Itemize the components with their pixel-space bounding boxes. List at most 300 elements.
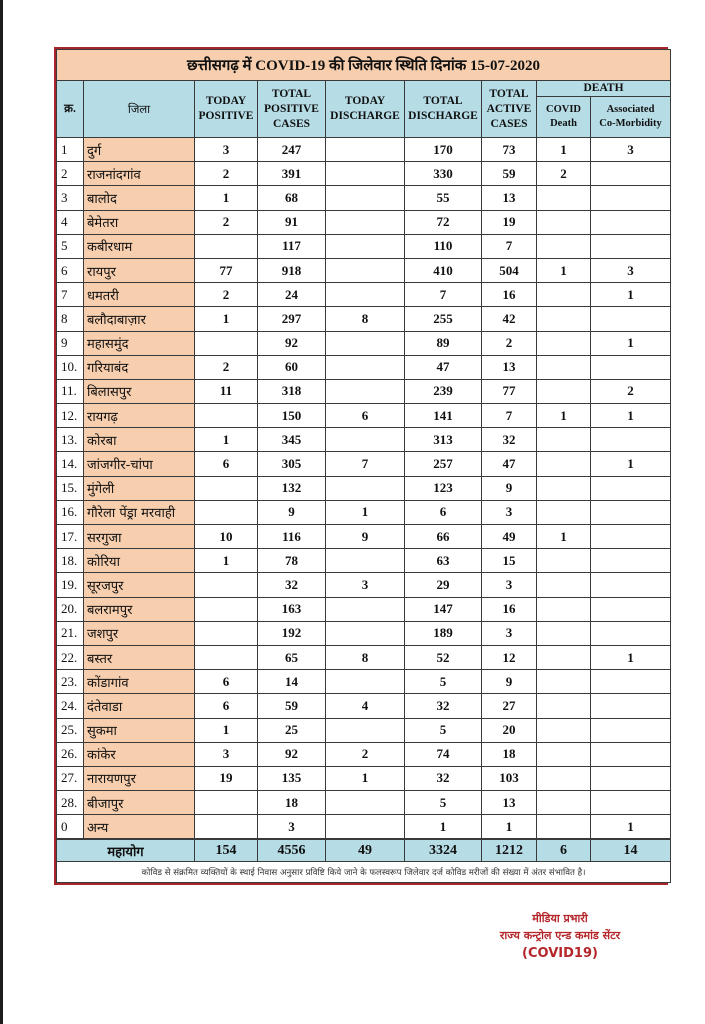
row-today-positive bbox=[195, 476, 258, 500]
row-district: बलरामपुर bbox=[84, 597, 195, 621]
row-comorbidity bbox=[591, 597, 671, 621]
row-active: 47 bbox=[482, 452, 537, 476]
totals-total-discharge: 3324 bbox=[405, 839, 482, 862]
row-active: 77 bbox=[482, 379, 537, 403]
row-sr: 13. bbox=[57, 428, 84, 452]
row-sr: 0 bbox=[57, 815, 84, 840]
row-today-discharge: 7 bbox=[326, 452, 405, 476]
row-total-positive: 305 bbox=[258, 452, 326, 476]
row-comorbidity: 3 bbox=[591, 138, 671, 162]
row-comorbidity bbox=[591, 428, 671, 452]
row-today-positive: 1 bbox=[195, 718, 258, 742]
row-total-discharge: 29 bbox=[405, 573, 482, 597]
table-row bbox=[57, 718, 671, 742]
row-comorbidity bbox=[591, 694, 671, 718]
row-district: अन्य bbox=[84, 815, 195, 840]
row-today-positive: 3 bbox=[195, 138, 258, 162]
row-covid-death bbox=[537, 670, 591, 694]
row-active: 3 bbox=[482, 573, 537, 597]
row-covid-death bbox=[537, 331, 591, 355]
totals-comorbidity: 14 bbox=[591, 839, 671, 862]
row-sr: 14. bbox=[57, 452, 84, 476]
row-covid-death bbox=[537, 476, 591, 500]
row-today-positive bbox=[195, 234, 258, 258]
table-row bbox=[57, 621, 671, 645]
row-covid-death: 1 bbox=[537, 138, 591, 162]
row-active: 9 bbox=[482, 670, 537, 694]
row-total-discharge: 110 bbox=[405, 234, 482, 258]
row-district: बलौदाबाज़ार bbox=[84, 307, 195, 331]
row-comorbidity bbox=[591, 766, 671, 790]
row-covid-death bbox=[537, 452, 591, 476]
header-total-positive-l2: POSITIVE bbox=[264, 102, 319, 115]
row-total-discharge: 147 bbox=[405, 597, 482, 621]
row-covid-death bbox=[537, 379, 591, 403]
header-comorbidity-l2: Co-Morbidity bbox=[599, 118, 662, 129]
header-total-discharge-l1: TOTAL bbox=[423, 95, 463, 107]
row-today-discharge: 8 bbox=[326, 645, 405, 669]
row-comorbidity: 1 bbox=[591, 404, 671, 428]
row-active: 49 bbox=[482, 525, 537, 549]
row-active: 2 bbox=[482, 331, 537, 355]
table-row bbox=[57, 428, 671, 452]
row-today-discharge bbox=[326, 791, 405, 815]
row-total-positive: 150 bbox=[258, 404, 326, 428]
row-today-positive bbox=[195, 645, 258, 669]
row-total-discharge: 74 bbox=[405, 742, 482, 766]
row-active: 9 bbox=[482, 476, 537, 500]
row-total-positive: 163 bbox=[258, 597, 326, 621]
row-total-positive: 78 bbox=[258, 549, 326, 573]
row-sr: 24. bbox=[57, 694, 84, 718]
row-district: बेमेतरा bbox=[84, 210, 195, 234]
row-sr: 3 bbox=[57, 186, 84, 210]
row-today-positive bbox=[195, 500, 258, 524]
table-row bbox=[57, 645, 671, 669]
table-row bbox=[57, 500, 671, 524]
row-active: 20 bbox=[482, 718, 537, 742]
row-comorbidity bbox=[591, 500, 671, 524]
row-today-discharge: 4 bbox=[326, 694, 405, 718]
row-total-positive: 9 bbox=[258, 500, 326, 524]
row-active: 16 bbox=[482, 283, 537, 307]
row-covid-death bbox=[537, 234, 591, 258]
row-today-positive: 1 bbox=[195, 549, 258, 573]
row-total-discharge: 32 bbox=[405, 694, 482, 718]
row-total-positive: 297 bbox=[258, 307, 326, 331]
row-covid-death bbox=[537, 621, 591, 645]
row-covid-death bbox=[537, 742, 591, 766]
row-sr: 26. bbox=[57, 742, 84, 766]
row-today-discharge bbox=[326, 597, 405, 621]
row-district: सूरजपुर bbox=[84, 573, 195, 597]
row-active: 18 bbox=[482, 742, 537, 766]
row-sr: 28. bbox=[57, 791, 84, 815]
row-active: 13 bbox=[482, 355, 537, 379]
header-comorbidity bbox=[591, 97, 671, 138]
row-district: रायपुर bbox=[84, 258, 195, 282]
row-sr: 15. bbox=[57, 476, 84, 500]
row-comorbidity bbox=[591, 307, 671, 331]
row-comorbidity: 1 bbox=[591, 815, 671, 840]
table-body bbox=[57, 138, 671, 840]
row-today-discharge bbox=[326, 210, 405, 234]
row-comorbidity bbox=[591, 476, 671, 500]
row-total-positive: 65 bbox=[258, 645, 326, 669]
row-today-discharge: 9 bbox=[326, 525, 405, 549]
row-comorbidity bbox=[591, 670, 671, 694]
header-covid-death bbox=[537, 97, 591, 138]
row-active: 15 bbox=[482, 549, 537, 573]
row-district: गौरेला पेंड्रा मरवाही bbox=[84, 500, 195, 524]
row-sr: 1 bbox=[57, 138, 84, 162]
row-today-discharge bbox=[326, 186, 405, 210]
row-district: बस्तर bbox=[84, 645, 195, 669]
row-total-positive: 60 bbox=[258, 355, 326, 379]
row-total-discharge: 5 bbox=[405, 670, 482, 694]
header-total-active bbox=[482, 81, 537, 138]
row-active: 1 bbox=[482, 815, 537, 840]
row-sr: 4 bbox=[57, 210, 84, 234]
header-total-active-l1: TOTAL bbox=[489, 87, 529, 100]
row-total-positive: 18 bbox=[258, 791, 326, 815]
row-total-positive: 25 bbox=[258, 718, 326, 742]
signature-covid-tag: (COVID19) bbox=[522, 946, 598, 961]
row-today-positive bbox=[195, 621, 258, 645]
row-today-positive: 10 bbox=[195, 525, 258, 549]
row-today-positive bbox=[195, 815, 258, 840]
table-row bbox=[57, 694, 671, 718]
row-total-discharge: 189 bbox=[405, 621, 482, 645]
row-total-positive: 117 bbox=[258, 234, 326, 258]
table-row bbox=[57, 815, 671, 840]
row-covid-death bbox=[537, 355, 591, 379]
row-today-discharge bbox=[326, 549, 405, 573]
row-covid-death bbox=[537, 573, 591, 597]
row-total-discharge: 1 bbox=[405, 815, 482, 840]
row-covid-death bbox=[537, 766, 591, 790]
row-today-positive: 6 bbox=[195, 670, 258, 694]
table-row bbox=[57, 234, 671, 258]
row-comorbidity bbox=[591, 573, 671, 597]
header-total-positive-l3: CASES bbox=[272, 117, 311, 130]
row-covid-death bbox=[537, 186, 591, 210]
totals-active: 1212 bbox=[482, 839, 537, 862]
row-active: 504 bbox=[482, 258, 537, 282]
row-district: रायगढ़ bbox=[84, 404, 195, 428]
row-total-discharge: 5 bbox=[405, 791, 482, 815]
table-row bbox=[57, 379, 671, 403]
row-total-positive: 318 bbox=[258, 379, 326, 403]
row-covid-death bbox=[537, 694, 591, 718]
row-comorbidity bbox=[591, 718, 671, 742]
header-total-discharge-l2: DISCHARGE bbox=[408, 110, 478, 122]
row-active: 16 bbox=[482, 597, 537, 621]
row-total-positive: 91 bbox=[258, 210, 326, 234]
row-today-discharge bbox=[326, 476, 405, 500]
row-covid-death bbox=[537, 428, 591, 452]
row-district: कबीरधाम bbox=[84, 234, 195, 258]
table-row bbox=[57, 307, 671, 331]
row-total-discharge: 123 bbox=[405, 476, 482, 500]
row-today-discharge bbox=[326, 138, 405, 162]
row-today-discharge: 3 bbox=[326, 573, 405, 597]
row-sr: 2 bbox=[57, 162, 84, 186]
row-total-discharge: 32 bbox=[405, 766, 482, 790]
row-covid-death: 1 bbox=[537, 404, 591, 428]
table-row bbox=[57, 210, 671, 234]
row-district: महासमुंद bbox=[84, 331, 195, 355]
table-row bbox=[57, 766, 671, 790]
table-row bbox=[57, 162, 671, 186]
row-today-discharge bbox=[326, 331, 405, 355]
row-sr: 12. bbox=[57, 404, 84, 428]
row-total-discharge: 410 bbox=[405, 258, 482, 282]
row-today-discharge: 6 bbox=[326, 404, 405, 428]
row-active: 7 bbox=[482, 234, 537, 258]
row-active: 19 bbox=[482, 210, 537, 234]
row-comorbidity: 1 bbox=[591, 331, 671, 355]
header-total-positive bbox=[258, 81, 326, 138]
row-today-positive: 1 bbox=[195, 186, 258, 210]
table-row bbox=[57, 404, 671, 428]
row-today-positive: 2 bbox=[195, 162, 258, 186]
row-today-positive: 19 bbox=[195, 766, 258, 790]
row-covid-death bbox=[537, 791, 591, 815]
row-sr: 16. bbox=[57, 500, 84, 524]
row-today-discharge bbox=[326, 718, 405, 742]
row-district: कांकेर bbox=[84, 742, 195, 766]
row-today-discharge bbox=[326, 355, 405, 379]
table-row bbox=[57, 573, 671, 597]
row-comorbidity bbox=[591, 355, 671, 379]
totals-today-positive: 154 bbox=[195, 839, 258, 862]
row-covid-death bbox=[537, 283, 591, 307]
row-covid-death: 1 bbox=[537, 258, 591, 282]
row-total-discharge: 89 bbox=[405, 331, 482, 355]
row-comorbidity: 3 bbox=[591, 258, 671, 282]
table-row bbox=[57, 670, 671, 694]
district-status-table bbox=[56, 49, 671, 883]
row-district: कोरबा bbox=[84, 428, 195, 452]
row-sr: 8 bbox=[57, 307, 84, 331]
row-district: बीजापुर bbox=[84, 791, 195, 815]
row-total-positive: 59 bbox=[258, 694, 326, 718]
row-total-discharge: 66 bbox=[405, 525, 482, 549]
table-row bbox=[57, 186, 671, 210]
row-covid-death bbox=[537, 815, 591, 840]
row-today-discharge bbox=[326, 258, 405, 282]
row-comorbidity bbox=[591, 549, 671, 573]
signature-organization: राज्य कन्ट्रोल एन्ड कमांड सेंटर bbox=[499, 929, 621, 942]
totals-row bbox=[57, 839, 671, 862]
row-total-positive: 68 bbox=[258, 186, 326, 210]
row-total-discharge: 141 bbox=[405, 404, 482, 428]
header-today-discharge-l2: DISCHARGE bbox=[330, 110, 400, 122]
row-covid-death bbox=[537, 210, 591, 234]
row-sr: 25. bbox=[57, 718, 84, 742]
row-today-positive: 1 bbox=[195, 307, 258, 331]
row-total-positive: 3 bbox=[258, 815, 326, 840]
row-district: नारायणपुर bbox=[84, 766, 195, 790]
table-row bbox=[57, 331, 671, 355]
header-total-discharge bbox=[405, 81, 482, 138]
row-today-discharge: 2 bbox=[326, 742, 405, 766]
table-row bbox=[57, 138, 671, 162]
header-covid-death-l1: COVID bbox=[545, 104, 581, 115]
row-today-discharge: 1 bbox=[326, 500, 405, 524]
row-district: दंतेवाडा bbox=[84, 694, 195, 718]
row-total-discharge: 47 bbox=[405, 355, 482, 379]
row-active: 42 bbox=[482, 307, 537, 331]
row-total-discharge: 52 bbox=[405, 645, 482, 669]
row-total-positive: 24 bbox=[258, 283, 326, 307]
row-comorbidity: 1 bbox=[591, 645, 671, 669]
totals-covid-death: 6 bbox=[537, 839, 591, 862]
row-active: 13 bbox=[482, 791, 537, 815]
row-sr: 19. bbox=[57, 573, 84, 597]
row-total-positive: 345 bbox=[258, 428, 326, 452]
row-total-positive: 14 bbox=[258, 670, 326, 694]
row-district: मुंगेली bbox=[84, 476, 195, 500]
row-total-discharge: 170 bbox=[405, 138, 482, 162]
row-covid-death: 1 bbox=[537, 525, 591, 549]
header-today-discharge-l1: TODAY bbox=[344, 95, 386, 107]
row-total-positive: 32 bbox=[258, 573, 326, 597]
row-active: 32 bbox=[482, 428, 537, 452]
header-comorbidity-l1: Associated bbox=[606, 104, 655, 115]
row-active: 59 bbox=[482, 162, 537, 186]
row-total-discharge: 239 bbox=[405, 379, 482, 403]
row-total-discharge: 72 bbox=[405, 210, 482, 234]
row-district: सुकमा bbox=[84, 718, 195, 742]
row-district: सरगुजा bbox=[84, 525, 195, 549]
row-total-discharge: 63 bbox=[405, 549, 482, 573]
row-today-positive bbox=[195, 331, 258, 355]
row-total-positive: 135 bbox=[258, 766, 326, 790]
row-sr: 27. bbox=[57, 766, 84, 790]
row-today-positive: 6 bbox=[195, 452, 258, 476]
covid-status-sheet bbox=[54, 47, 668, 885]
header-sr: क्र. bbox=[57, 81, 84, 138]
row-total-discharge: 55 bbox=[405, 186, 482, 210]
header-today-positive bbox=[195, 81, 258, 138]
row-today-positive: 1 bbox=[195, 428, 258, 452]
row-today-positive: 11 bbox=[195, 379, 258, 403]
row-today-positive: 2 bbox=[195, 210, 258, 234]
row-sr: 23. bbox=[57, 670, 84, 694]
table-row bbox=[57, 283, 671, 307]
row-active: 12 bbox=[482, 645, 537, 669]
signature-block bbox=[460, 910, 660, 964]
signature-title: मीडिया प्रभारी bbox=[532, 912, 588, 925]
row-active: 73 bbox=[482, 138, 537, 162]
row-sr: 17. bbox=[57, 525, 84, 549]
table-row bbox=[57, 258, 671, 282]
row-total-positive: 132 bbox=[258, 476, 326, 500]
row-comorbidity bbox=[591, 210, 671, 234]
row-district: जशपुर bbox=[84, 621, 195, 645]
row-district: कोरिया bbox=[84, 549, 195, 573]
row-today-discharge bbox=[326, 379, 405, 403]
row-comorbidity bbox=[591, 186, 671, 210]
row-active: 103 bbox=[482, 766, 537, 790]
row-today-positive bbox=[195, 791, 258, 815]
row-total-positive: 192 bbox=[258, 621, 326, 645]
row-comorbidity bbox=[591, 234, 671, 258]
header-death: DEATH bbox=[537, 81, 671, 97]
row-comorbidity: 2 bbox=[591, 379, 671, 403]
footnote-row bbox=[57, 862, 671, 883]
row-comorbidity: 1 bbox=[591, 283, 671, 307]
header-total-positive-l1: TOTAL bbox=[271, 87, 312, 100]
row-total-positive: 247 bbox=[258, 138, 326, 162]
table-row bbox=[57, 742, 671, 766]
row-comorbidity bbox=[591, 525, 671, 549]
row-comorbidity bbox=[591, 621, 671, 645]
row-today-discharge bbox=[326, 428, 405, 452]
row-total-positive: 391 bbox=[258, 162, 326, 186]
table-row bbox=[57, 597, 671, 621]
row-comorbidity bbox=[591, 742, 671, 766]
totals-today-discharge: 49 bbox=[326, 839, 405, 862]
row-today-discharge: 8 bbox=[326, 307, 405, 331]
row-covid-death bbox=[537, 645, 591, 669]
row-sr: 6 bbox=[57, 258, 84, 282]
row-today-discharge bbox=[326, 162, 405, 186]
row-sr: 7 bbox=[57, 283, 84, 307]
row-sr: 10. bbox=[57, 355, 84, 379]
row-today-positive: 6 bbox=[195, 694, 258, 718]
row-sr: 22. bbox=[57, 645, 84, 669]
row-total-discharge: 330 bbox=[405, 162, 482, 186]
row-active: 13 bbox=[482, 186, 537, 210]
row-today-discharge bbox=[326, 670, 405, 694]
row-today-discharge bbox=[326, 234, 405, 258]
row-today-discharge bbox=[326, 621, 405, 645]
table-title: छत्तीसगढ़ में COVID-19 की जिलेवार स्थिति दिनांक 15-07-2020 bbox=[57, 50, 671, 81]
row-total-discharge: 313 bbox=[405, 428, 482, 452]
row-comorbidity: 1 bbox=[591, 452, 671, 476]
row-today-discharge: 1 bbox=[326, 766, 405, 790]
image-edge-line bbox=[0, 0, 3, 1024]
row-sr: 9 bbox=[57, 331, 84, 355]
row-total-positive: 92 bbox=[258, 331, 326, 355]
row-sr: 11. bbox=[57, 379, 84, 403]
totals-label: महायोग bbox=[57, 839, 195, 862]
row-district: कोंडागांव bbox=[84, 670, 195, 694]
row-district: गरियाबंद bbox=[84, 355, 195, 379]
row-district: बालोद bbox=[84, 186, 195, 210]
row-covid-death: 2 bbox=[537, 162, 591, 186]
row-district: बिलासपुर bbox=[84, 379, 195, 403]
row-today-positive bbox=[195, 597, 258, 621]
row-covid-death bbox=[537, 307, 591, 331]
row-covid-death bbox=[537, 718, 591, 742]
row-district: दुर्ग bbox=[84, 138, 195, 162]
row-today-positive: 2 bbox=[195, 283, 258, 307]
header-today-discharge bbox=[326, 81, 405, 138]
row-today-discharge bbox=[326, 283, 405, 307]
row-total-discharge: 6 bbox=[405, 500, 482, 524]
row-sr: 5 bbox=[57, 234, 84, 258]
row-active: 7 bbox=[482, 404, 537, 428]
table-row bbox=[57, 355, 671, 379]
row-total-discharge: 255 bbox=[405, 307, 482, 331]
row-today-discharge bbox=[326, 815, 405, 840]
row-total-positive: 116 bbox=[258, 525, 326, 549]
table-row bbox=[57, 791, 671, 815]
